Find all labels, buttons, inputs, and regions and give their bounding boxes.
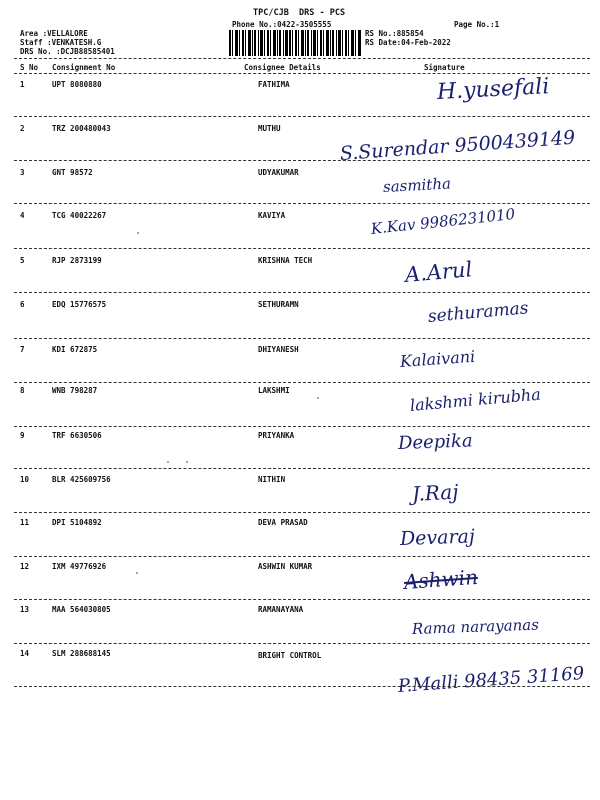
row-signature: lakshmi kirubha [409,384,542,415]
row-divider [14,338,590,339]
row-sno: 9 [20,431,25,440]
row-consignee: KRISHNA TECH [258,256,313,265]
row-divider [14,248,590,249]
row-divider [14,160,590,161]
row-sno: 7 [20,345,25,354]
row-consignment: IXM 49776926 [52,562,107,571]
row-signature: A.Arul [403,257,474,287]
row-divider [14,426,590,427]
rs-date: RS Date:04-Feb-2022 [365,38,451,47]
area-label: Area :VELLALORE [20,29,88,38]
row-sno: 10 [20,475,30,484]
scan-speck [137,232,139,234]
row-consignee: UDYAKUMAR [258,168,299,177]
row-sno: 6 [20,300,25,309]
page-number: Page No.:1 [454,20,500,29]
row-sno: 3 [20,168,25,177]
row-signature: Rama narayanas [411,615,540,638]
row-consignee: RAMANAYANA [258,605,304,614]
row-consignee: FATHIMA [258,80,290,89]
row-sno: 2 [20,124,25,133]
row-sno: 11 [20,518,30,527]
row-consignment: MAA 564030805 [52,605,111,614]
row-consignee: SETHURAMN [258,300,299,309]
row-sno: 5 [20,256,25,265]
row-divider [14,116,590,117]
row-signature: Deepika [397,430,473,454]
row-consignee: DHIYANESH [258,345,299,354]
document-title: TPC/CJB DRS - PCS [253,8,346,18]
row-signature: Devaraj [399,525,476,550]
row-sno: 14 [20,649,30,658]
row-divider [14,643,590,644]
row-consignment: WNB 798287 [52,386,98,395]
row-consignment: GNT 98572 [52,168,93,177]
row-consignee: LAKSHMI [258,386,290,395]
row-divider [14,292,590,293]
row-consignment: SLM 288688145 [52,649,111,658]
row-signature: K.Kav 9986231010 [370,204,516,238]
row-signature: sethuramas [427,298,530,327]
row-consignment: UPT 8080880 [52,80,102,89]
row-sno: 8 [20,386,25,395]
row-signature: Ashwin [403,564,479,594]
row-consignee: NITHIN [258,475,286,484]
barcode [229,30,361,56]
row-consignee: MUTHU [258,124,281,133]
row-consignment: KDI 672875 [52,345,98,354]
scan-speck [186,461,188,463]
row-sno: 13 [20,605,30,614]
staff-label: Staff :VENKATESH.G [20,38,102,47]
row-sno: 12 [20,562,30,571]
row-divider [14,203,590,204]
row-signature: S.Surendar 9500439149 [339,126,576,165]
row-divider [14,468,590,469]
row-signature: P.Malli 98435 31169 [397,663,585,697]
row-signature: H.yusefali [436,74,550,105]
row-sno: 4 [20,211,25,220]
row-consignee: PRIYANKA [258,431,295,440]
scan-speck [317,397,319,399]
row-signature: sasmitha [382,174,452,196]
column-header-consignee: Consignee Details [244,63,321,72]
row-consignment: RJP 2873199 [52,256,102,265]
row-consignment: TRF 6630506 [52,431,102,440]
column-header-divider [14,73,590,74]
row-consignment: TRZ 200480043 [52,124,111,133]
drs-number: DRS No. :DCJB88585401 [20,47,115,56]
row-signature: Kalaivani [399,346,476,371]
scan-speck [136,572,138,574]
phone-number: Phone No.:0422-3505555 [232,20,332,29]
row-signature: J.Raj [411,479,460,506]
column-header-signature: Signature [424,63,465,72]
row-consignment: BLR 425609756 [52,475,111,484]
scan-speck [167,461,169,463]
header-divider [14,58,590,59]
row-consignment: EDQ 15776575 [52,300,107,309]
rs-number: RS No.:885854 [365,29,424,38]
row-divider [14,512,590,513]
row-consignee: ASHWIN KUMAR [258,562,313,571]
row-consignment: TCG 40022267 [52,211,107,220]
row-consignee: KAVIYA [258,211,286,220]
row-consignee: DEVA PRASAD [258,518,308,527]
row-divider [14,599,590,600]
row-divider [14,686,590,687]
row-consignee: BRIGHT CONTROL [258,651,322,660]
row-consignment: DPI 5104892 [52,518,102,527]
column-header-sno: S No [20,63,39,72]
row-divider [14,556,590,557]
row-sno: 1 [20,80,25,89]
row-divider [14,382,590,383]
column-header-consignment: Consignment No [52,63,116,72]
